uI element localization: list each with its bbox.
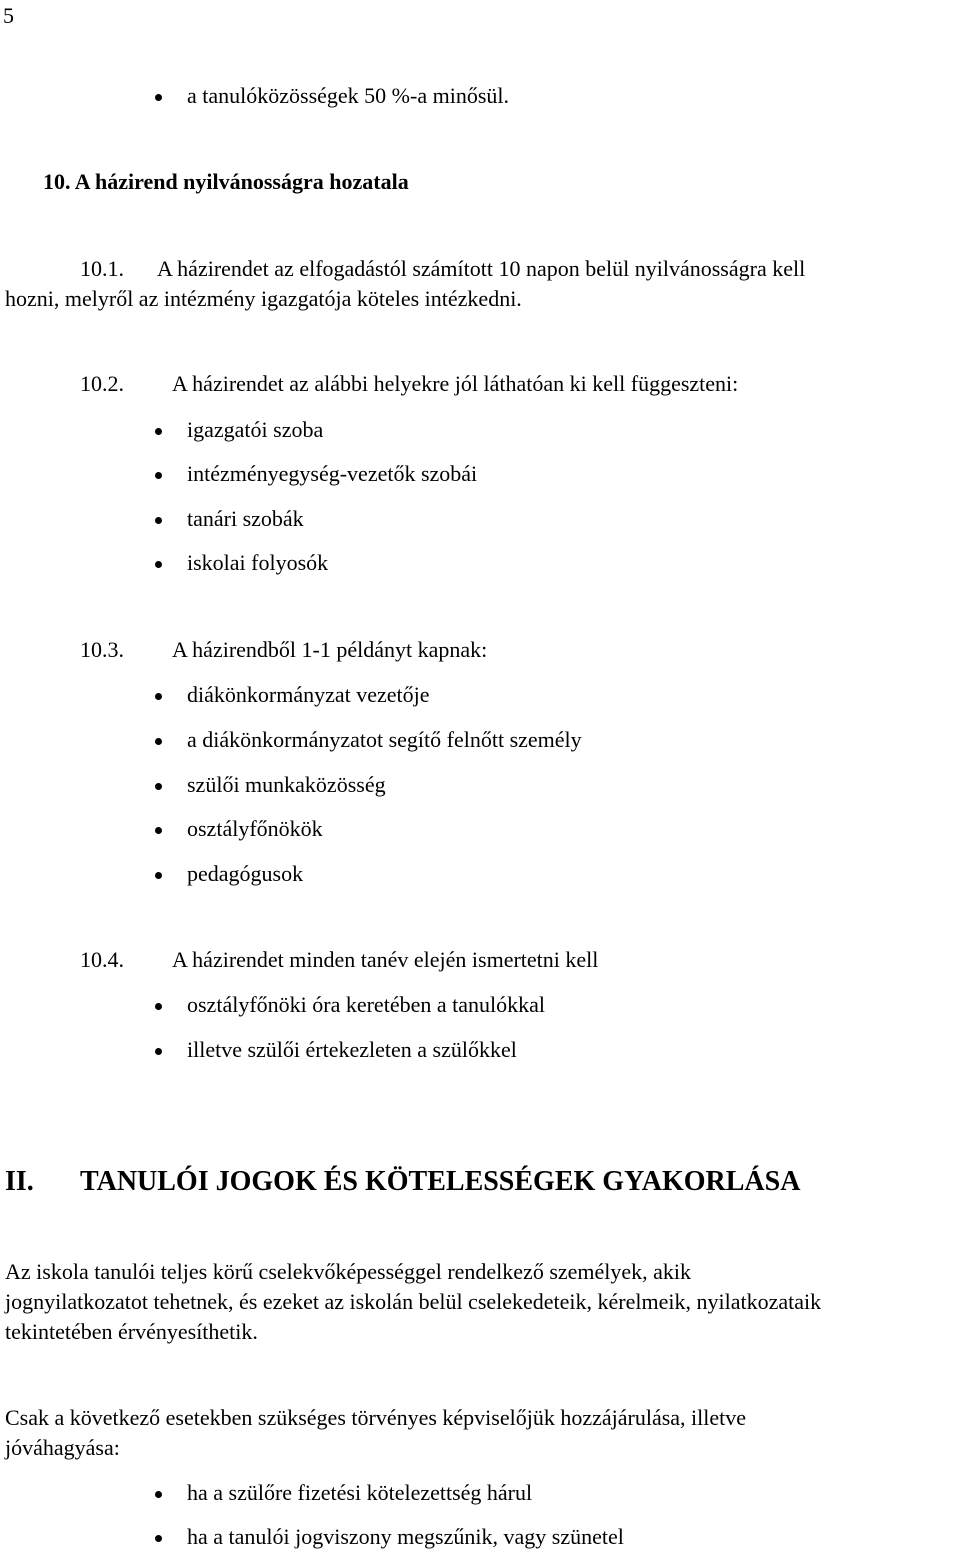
bullet-icon bbox=[155, 1491, 162, 1498]
chapter-title: TANULÓI JOGOK ÉS KÖTELESSÉGEK GYAKORLÁSA bbox=[80, 1166, 801, 1197]
bullet-icon bbox=[155, 472, 162, 479]
bullet-icon bbox=[155, 872, 162, 879]
subsection-number: 10.2. bbox=[80, 371, 124, 396]
bullet-icon bbox=[155, 1003, 162, 1010]
bullet-icon bbox=[155, 561, 162, 568]
chapter-number: II. bbox=[5, 1166, 34, 1197]
bullet-icon bbox=[155, 1048, 162, 1055]
subsection-text: A házirendből 1-1 példányt kapnak: bbox=[172, 637, 488, 662]
bullet-icon bbox=[155, 693, 162, 700]
paragraph-line: Az iskola tanulói teljes körű cselekvőképességgel rendelkező személyek, akik bbox=[5, 1259, 692, 1284]
subsection-text: A házirendet az elfogadástól számított 10 napon belül nyilvánosságra kell bbox=[157, 256, 806, 281]
subsection-number: 10.3. bbox=[80, 637, 124, 662]
section-heading: 10. A házirend nyilvánosságra hozatala bbox=[43, 169, 409, 194]
subsection-text: A házirendet az alábbi helyekre jól láthatóan ki kell függeszteni: bbox=[172, 371, 739, 396]
bullet-icon bbox=[155, 517, 162, 524]
bullet-icon bbox=[155, 1535, 162, 1542]
paragraph-line: jóváhagyása: bbox=[5, 1435, 120, 1460]
paragraph-line: tekintetében érvényesíthetik. bbox=[5, 1319, 258, 1344]
paragraph-line: jognyilatkozatot tehetnek, és ezeket az iskolán belül cselekedeteik, kérelmeik, nyilatkozataik bbox=[5, 1289, 822, 1314]
bullet-icon bbox=[155, 827, 162, 834]
bullet-icon bbox=[155, 783, 162, 790]
page-number: 5 bbox=[3, 3, 14, 28]
bullet-icon bbox=[155, 738, 162, 745]
subsection-number: 10.4. bbox=[80, 947, 124, 972]
subsection-text-continued: hozni, melyről az intézmény igazgatója köteles intézkedni. bbox=[5, 286, 522, 311]
subsection-number: 10.1. bbox=[80, 256, 124, 281]
paragraph-line: Csak a következő esetekben szükséges törvényes képviselőjük hozzájárulása, illetve bbox=[5, 1405, 747, 1430]
document-page: 5 a tanulóközösségek 50 %-a minősül. 10. A házirend nyilvánosságra hozatala 10.1. A házirendet az elfogadástól számított 10 napon belül nyilvánosságra kell hozni, melyről az intézmény igazgatója köteles intézkedni. 10.2. A házirendet az alábbi helyekre jól láthatóan ki kell függeszteni: igazgatói szoba intézményegység-vezetők szobái tanári szobák iskolai folyosók 10.3. A házirendből 1-1 példányt kapnak: diákönkormányzat vezetője a diákönkormányzatot segítő felnőtt személy szülői munkaközösség osztályfőnökök pedagógusok 10.4. A házirendet minden tanév elején ismertetni kell osztályfőnöki óra keretében a tanulókkal illetve szülői értekezleten a szülőkkel II. TANULÓI JOGOK ÉS KÖTELESSÉGEK GYAKORLÁSA Az iskola tanulói teljes körű cselekvőképességgel rendelkező személyek, akik jognyilatkozatot tehetnek, és ezeket az iskolán belül cselekedeteik, kérelmeik, nyilatkozataik tekintetében érvényesíthetik. Csak a következő esetekben szükséges törvényes képviselőjük hozzájárulása, illetve jóváhagyása: ha a szülőre fizetési kötelezettség hárul ha a tanulói jogviszony megszűnik, vagy szünetel bbox=[3, 3, 822, 1549]
bullet-icon bbox=[155, 428, 162, 435]
bullet-icon bbox=[155, 94, 162, 101]
subsection-text: A házirendet minden tanév elején ismertetni kell bbox=[172, 947, 599, 972]
